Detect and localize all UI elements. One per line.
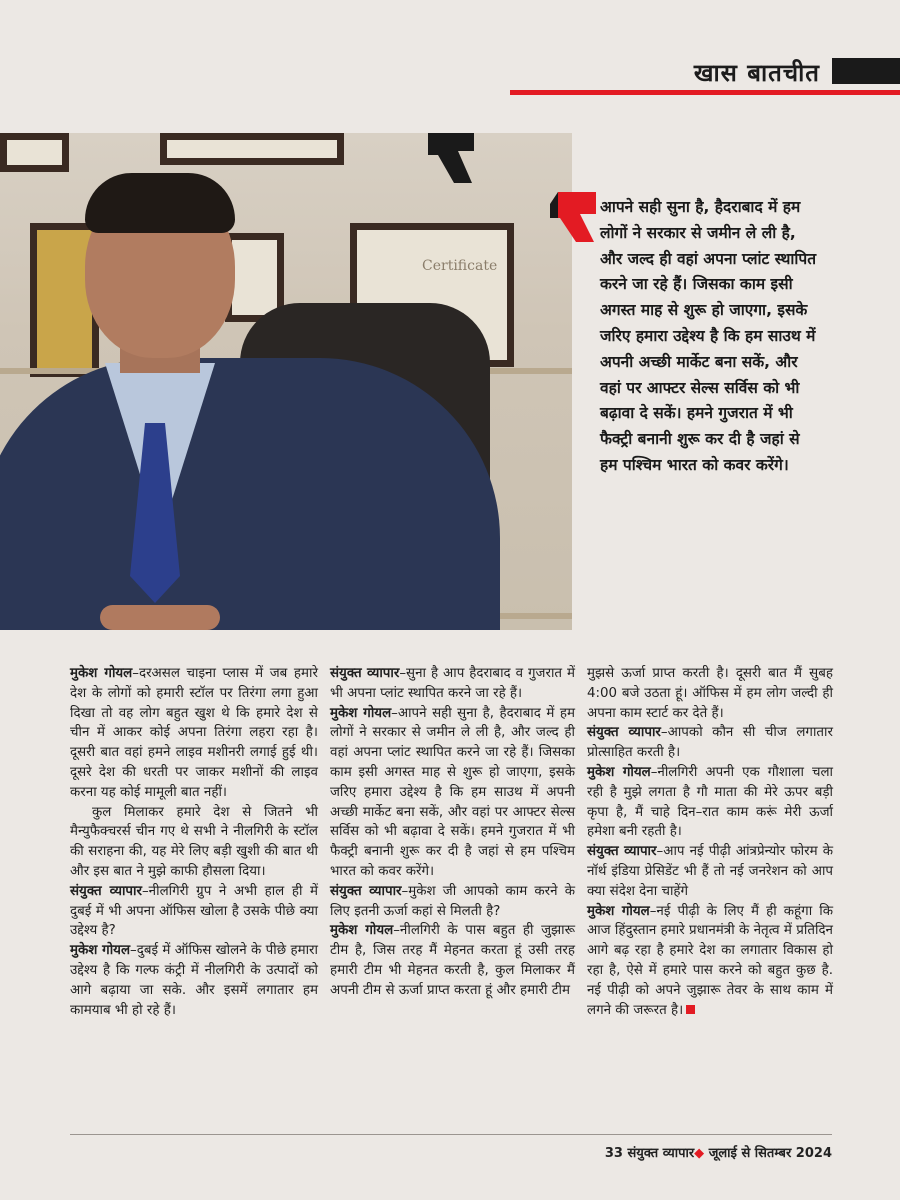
issue-date: जूलाई से सितम्बर 2024 <box>708 1146 832 1161</box>
paragraph-text: –मुकेश जी आपको काम करने के लिए इतनी ऊर्जा कहां से मिलती है? <box>330 883 576 919</box>
paragraph-text: –नीलगिरी अपनी एक गौशाला चला रही है मुझे लगता है गौ माता की मेरे ऊपर बड़ी कृपा है, मैं चाहे दिन–रात काम करूं मेरी ऊर्जा हमेशा बनी रहती है। <box>587 764 833 840</box>
speaker-name: संयुक्त व्यापार <box>330 883 402 899</box>
article-column-1 <box>70 664 318 1020</box>
paragraph <box>330 664 575 704</box>
paragraph <box>330 882 575 922</box>
speaker-name: संयुक्त व्यापार <box>330 666 400 681</box>
article-column-3 <box>587 664 833 1020</box>
page-number: 33 <box>604 1146 623 1161</box>
speaker-name: मुकेश गोयल <box>587 903 650 919</box>
paragraph <box>587 723 833 763</box>
header-black-block <box>832 58 900 84</box>
paragraph-text: –नीलगिरी के पास बहुत ही जुझारू टीम है, जिस तरह मैं मेहनत करता हूं उसी तरह हमारी टीम भी मेहनत करती है, कुल मिलाकर मैं अपनी टीम से ऊर्जा प्राप्त करता हूं और हमारी टीम <box>330 923 576 998</box>
portrait-photo <box>0 133 572 630</box>
paragraph <box>330 704 575 882</box>
paragraph-text: –नई पीढ़ी के लिए मैं ही कहूंगा कि आज हिंदुस्तान हमारे प्रधानमंत्री के नेतृत्व में प्रतिदिन आगे बढ़ रहा है हमारे देश का लगातार विकास हो रहा है, ऐसे में हमारे पास करने को बहुत कुछ है. नई पीढ़ी को अपने जुझारू तेवर के साथ काम में लगने की जरूरत है। <box>587 903 833 1018</box>
paragraph-text: मुझसे ऊर्जा प्राप्त करती है। दूसरी बात मैं सुबह 4:00 बजे उठता हूं। ऑफिस में हम लोग जल्दी ही अपना काम स्टार्ट कर देते हैं। <box>587 666 833 721</box>
end-mark-icon <box>686 1005 695 1014</box>
paragraph-text: –आपने सही सुना है, हैदराबाद में हम लोगों ने सरकार से जमीन ले ली है, और जल्द ही वहां अपना प्लांट स्थापित करने जा रहे हैं। जिसका काम इसी अगस्त माह से शुरू हो जाएगा, इसके जरिए हमारा उद्देश्य है कि हम साउथ में अपनी अच्छी मार्केट बना सकें, और वहां पर आफ्टर सेल्स सर्विस को भी बढ़ावा दे सकें। हमने गुजरात में भी फैक्ट्री बनानी शुरू कर दी है जहां से हम पश्चिम भारत को कवर करेंगे। <box>330 705 575 879</box>
paragraph-text: –दरअसल चाइना प्लास में जब हमारे देश के लोगों को हमारी स्टॉल पर तिरंगा लगा हुआ दिखा तो वह लोग बहुत खुश थे कि हमारे देश से चीन में आकर कोई अपना तिरंगा लहरा रहा है। दूसरी बात वहां हमने लाइव मशीनरी लगाई हुई थी। दूसरे देश की धरती पर जाकर मशीनों की लाइव करना यह कोई मामूली बात नहीं। <box>70 666 318 800</box>
diamond-icon: ◆ <box>694 1146 705 1161</box>
quote-mark-icon <box>428 133 474 183</box>
paragraph <box>587 842 833 901</box>
speaker-name: मुकेश गोयल <box>70 666 133 681</box>
paragraph <box>587 902 833 1021</box>
paragraph <box>587 763 833 842</box>
quote-mark-icon <box>550 192 596 242</box>
paragraph <box>70 664 318 803</box>
page-footer <box>605 1143 832 1161</box>
pull-quote: आपने सही सुना है, हैदराबाद में हम लोगों ने सरकार से जमीन ले ली है, और जल्द ही वहां अपना प्लांट स्थापित करने जा रहे हैं। जिसका काम इसी अगस्त माह से शुरू हो जाएगा, इसके जरिए हमारा उद्देश्य है कि हम साउथ में अपनी अच्छी मार्केट बना सकें, और वहां पर आफ्टर सेल्स सर्विस को भी बढ़ावा दे सकें। हमने गुजरात में भी फैक्ट्री बनानी शुरू कर दी है जहां से हम पश्चिम भारत को कवर करेंगे। <box>600 198 817 474</box>
speaker-name: मुकेश गोयल <box>330 705 392 721</box>
paragraph-text: कुल मिलाकर हमारे देश से जितने भी मैन्युफैक्चरर्स चीन गए थे सभी ने नीलगिरी के स्टॉल की सराहना की, यह मेरे लिए बड़ी खुशी की बात थी और इस बात ने मुझे काफी हौसला दिया। <box>70 804 318 879</box>
paragraph-text: –नीलगिरी ग्रुप ने अभी हाल ही में दुबई में भी अपना ऑफिस खोला है उसके पीछे क्या उद्देश्य है? <box>70 883 318 939</box>
paragraph <box>70 882 318 941</box>
speaker-name: मुकेश गोयल <box>70 943 131 959</box>
certificate-label: Certificate <box>422 258 498 274</box>
magazine-name: संयुक्त व्यापार <box>627 1146 695 1161</box>
header-red-rule <box>510 90 900 95</box>
speaker-name: मुकेश गोयल <box>587 764 651 780</box>
article-column-2 <box>330 664 575 1001</box>
footer-rule <box>70 1134 832 1135</box>
section-header-title: खास बातचीत <box>693 59 820 87</box>
paragraph-text: –आप नई पीढ़ी आंत्रप्रेन्योर फोरम के नॉर्थ इंडिया प्रेसिडेंट भी हैं तो नई जनरेशन को आप क्या संदेश देना चाहेंगे <box>587 844 833 899</box>
paragraph-text: –दुबई में ऑफिस खोलने के पीछे हमारा उद्देश्य है कि गल्फ कंट्री में नीलगिरी के उत्पादों को आगे बढ़ाया जा सके. और इसमें लगातार हम कामयाब भी हो रहे हैं। <box>70 943 318 1018</box>
speaker-name: संयुक्त व्यापार <box>587 844 657 860</box>
speaker-name: संयुक्त व्यापार <box>70 883 142 899</box>
paragraph <box>330 921 575 1000</box>
paragraph-text: –आपको कौन सी चीज लगातार प्रोत्साहित करती है। <box>587 725 833 761</box>
paragraph <box>70 803 318 882</box>
speaker-name: मुकेश गोयल <box>330 923 394 939</box>
paragraph <box>70 941 318 1020</box>
paragraph-text: –सुना है आप हैदराबाद व गुजरात में भी अपना प्लांट स्थापित करने जा रहे हैं। <box>330 666 576 701</box>
speaker-name: संयुक्त व्यापार <box>587 725 661 741</box>
paragraph <box>587 664 833 723</box>
